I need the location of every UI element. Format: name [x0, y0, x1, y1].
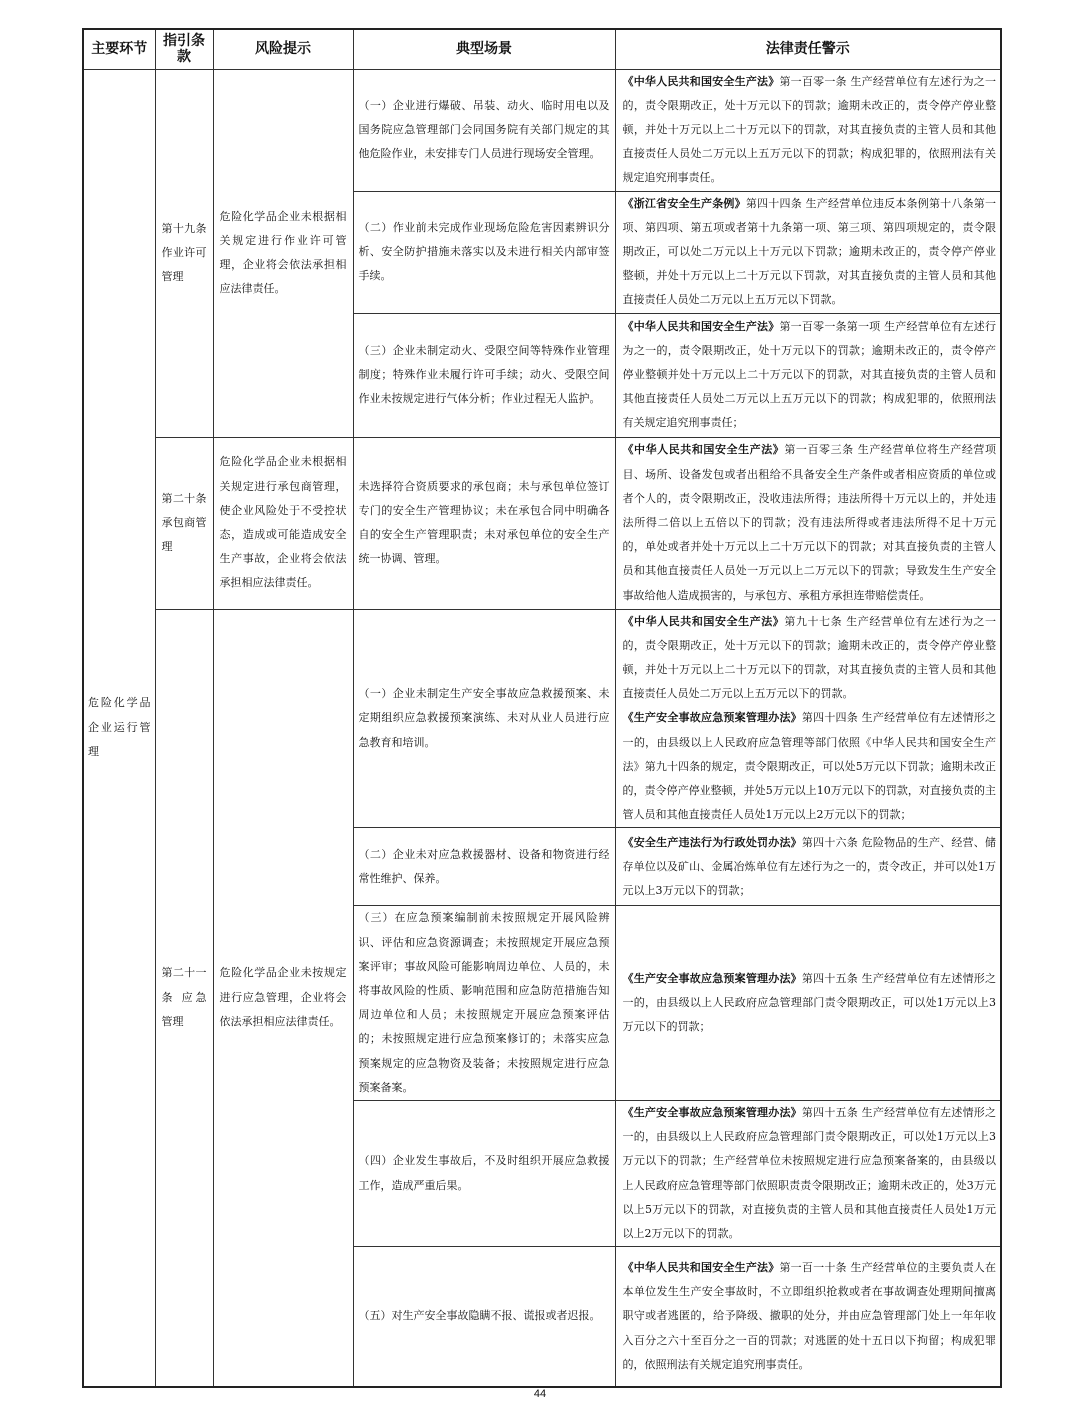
stage-cell: 危险化学品企业运行管理	[83, 69, 155, 1387]
scenario-cell: 未选择符合资质要求的承包商；未与承包单位签订专门的安全生产管理协议；未在承包合同中明确各自的安全生产管理职责；未对承包单位的安全生产统一协调、管理。	[353, 437, 615, 609]
law-text: 第九十七条 生产经营单位有左述行为之一的，责令限期改正，处十万元以下的罚款；逾期未改正的，责令停产停业整顿，并处十万元以上二十万元以下的罚款，对其直接负责的主管人员和其他直接责任人员处二万元以上五万元以下的罚款。	[622, 614, 996, 701]
table-row	[83, 609, 1001, 828]
scenario-cell: （二）作业前未完成作业现场危险危害因素辨识分析、安全防护措施未落实以及未进行相关内部审签手续。	[353, 191, 615, 313]
scenario-cell: （一）企业未制定生产安全事故应急救援预案、未定期组织应急救援预案演练、未对从业人员进行应急教育和培训。	[353, 609, 615, 828]
law-name: 《生产安全事故应急预案管理办法》	[622, 1105, 802, 1119]
law-name: 《中华人民共和国安全生产法》	[622, 1260, 780, 1274]
law-text: 第四十五条 生产经营单位有左述情形之一的，由县级以上人民政府应急管理部门责令限期改正，可以处1万元以上3万元以下的罚款；生产经营单位未按照规定进行应急预案备案的，由县级以上人民政府应急管理等部门依照职责责令限期改正；逾期未改正的，处3万元以上5万元以下的罚款，对直接负责的主管人员和其他直接责任人员处1万元以上2万元以下的罚款。	[622, 1105, 997, 1240]
law-text: 第一百一十条 生产经营单位的主要负责人在本单位发生生产安全事故时，不立即组织抢救或者在事故调查处理期间擅离职守或者逃匿的，给予降级、撤职的处分，并由应急管理部门处上一年年收入百分之六十至百分之一百的罚款；对逃匿的处十五日以下拘留；构成犯罪的，依照刑法有关规定追究刑事责任。	[622, 1260, 996, 1371]
scenario-cell: （五）对生产安全事故隐瞒不报、谎报或者迟报。	[353, 1247, 615, 1387]
risk-cell: 危险化学品企业未根据相关规定进行作业许可管理，企业将会依法承担相应法律责任。	[213, 69, 353, 437]
law-text: 第四十五条 生产经营单位有左述情形之一的，由县级以上人民政府应急管理部门责令限期改正，可以处1万元以上3万元以下的罚款；	[622, 971, 997, 1034]
header-risk: 风险提示	[213, 29, 353, 69]
law-name: 《中华人民共和国安全生产法》	[622, 443, 785, 457]
header-warning: 法律责任警示	[615, 29, 1001, 69]
law-cell	[615, 437, 1001, 609]
law-text: 第四十四条 生产经营单位有左述情形之一的，由县级以上人民政府应急管理等部门依照《中华人民共和国安全生产法》第九十四条的规定，责令限期改正，可以处5万元以下罚款；逾期未改正的，责令停产停业整顿，并处5万元以上10万元以下的罚款，对直接负责的主管人员和其他直接责任人员处1万元以上2万元以下的罚款；	[622, 711, 997, 822]
law-cell	[615, 828, 1001, 906]
law-text: 第四十四条 生产经营单位违反本条例第十八条第一项、第四项、第五项或者第十九条第一项、第三项、第四项规定的，责令限期改正，可以处二万元以上十万元以下罚款；逾期未改正的，责令停产停业整顿，并处十万元以上二十万元以下罚款，对其直接负责的主管人员和其他直接责任人员处二万元以上五万元以下罚款。	[622, 196, 997, 307]
law-text: 第一百零三条 生产经营单位将生产经营项目、场所、设备发包或者出租给不具备安全生产条件或者相应资质的单位或者个人的，责令限期改正，没收违法所得；违法所得十万元以上的，并处违法所得二倍以上五倍以下的罚款；没有违法所得或者违法所得不足十万元的，单处或者并处十万元以上二十万元以下的罚款；对其直接负责的主管人员和其他直接责任人员处一万元以上二万元以下的罚款；导致发生生产安全事故给他人造成损害的，与承包方、承租方承担连带赔偿责任。	[622, 443, 996, 602]
risk-cell: 危险化学品企业未根据相关规定进行承包商管理，使企业风险处于不受控状态，造成或可能造成安全生产事故，企业将会依法承担相应法律责任。	[213, 437, 353, 609]
header-clause: 指引条款	[155, 29, 213, 69]
law-name: 《生产安全事故应急预案管理办法》	[622, 711, 802, 725]
law-cell	[615, 69, 1001, 191]
scenario-cell: （三）在应急预案编制前未按照规定开展风险辨识、评估和应急资源调查；未按照规定开展应急预案评审；事故风险可能影响周边单位、人员的，未将事故风险的性质、影响范围和应急防范措施告知周边单位和人员；未按照规定开展应急预案评估的；未按照规定进行应急预案修订的；未落实应急预案规定的应急物资及装备；未按照规定进行应急预案备案。	[353, 906, 615, 1101]
header-scenario: 典型场景	[353, 29, 615, 69]
table-row	[83, 69, 1001, 191]
clause-cell: 第二十一条 应急管理	[155, 609, 213, 1387]
law-cell	[615, 1247, 1001, 1387]
law-cell	[615, 609, 1001, 828]
page-number: 44	[533, 1388, 547, 1400]
law-cell	[615, 191, 1001, 313]
law-name: 《生产安全事故应急预案管理办法》	[622, 971, 802, 985]
law-name: 《中华人民共和国安全生产法》	[622, 74, 780, 88]
law-cell	[615, 313, 1001, 437]
law-text: 第四十六条 危险物品的生产、经营、储存单位以及矿山、金属冶炼单位有左述行为之一的，责令改正，并可以处1万元以上3万元以下的罚款；	[622, 835, 997, 897]
scenario-cell: （一）企业进行爆破、吊装、动火、临时用电以及国务院应急管理部门会同国务院有关部门规定的其他危险作业，未安排专门人员进行现场安全管理。	[353, 69, 615, 191]
law-name: 《浙江省安全生产条例》	[622, 196, 746, 210]
header-stage: 主要环节	[83, 29, 155, 69]
law-name: 《中华人民共和国安全生产法》	[622, 614, 785, 628]
clause-cell: 第二十条承包商管理	[155, 437, 213, 609]
law-name: 《中华人民共和国安全生产法》	[622, 319, 780, 333]
law-text: 第一百零一条第一项 生产经营单位有左述行为之一的，责令限期改正，处十万元以下的罚款；逾期未改正的，责令停产停业整顿并处十万元以上二十万元以下的罚款，对其直接负责的主管人员和其他直接责任人员处二万元以上五万元以下的罚款；构成犯罪的，依照刑法有关规定追究刑事责任；	[622, 319, 996, 430]
law-name: 《安全生产违法行为行政处罚办法》	[622, 835, 802, 849]
law-text: 第一百零一条 生产经营单位有左述行为之一的，责令限期改正，处十万元以下的罚款；逾期未改正的，责令停产停业整顿，并处十万元以上二十万元以下的罚款，对其直接负责的主管人员和其他直接责任人员处二万元以上五万元以下的罚款；构成犯罪的，依照刑法有关规定追究刑事责任。	[622, 74, 996, 185]
scenario-cell: （二）企业未对应急救援器材、设备和物资进行经常性维护、保养。	[353, 828, 615, 906]
clause-cell: 第十九条作业许可管理	[155, 69, 213, 437]
law-cell	[615, 906, 1001, 1101]
header-row	[83, 29, 1001, 69]
scenario-cell: （三）企业未制定动火、受限空间等特殊作业管理制度；特殊作业未履行许可手续；动火、受限空间作业未按规定进行气体分析；作业过程无人监护。	[353, 313, 615, 437]
law-cell	[615, 1100, 1001, 1246]
risk-cell: 危险化学品企业未按规定进行应急管理，企业将会依法承担相应法律责任。	[213, 609, 353, 1387]
scenario-cell: （四）企业发生事故后，不及时组织开展应急救援工作，造成严重后果。	[353, 1100, 615, 1246]
regulation-table	[82, 28, 1002, 1388]
table-row	[83, 437, 1001, 609]
